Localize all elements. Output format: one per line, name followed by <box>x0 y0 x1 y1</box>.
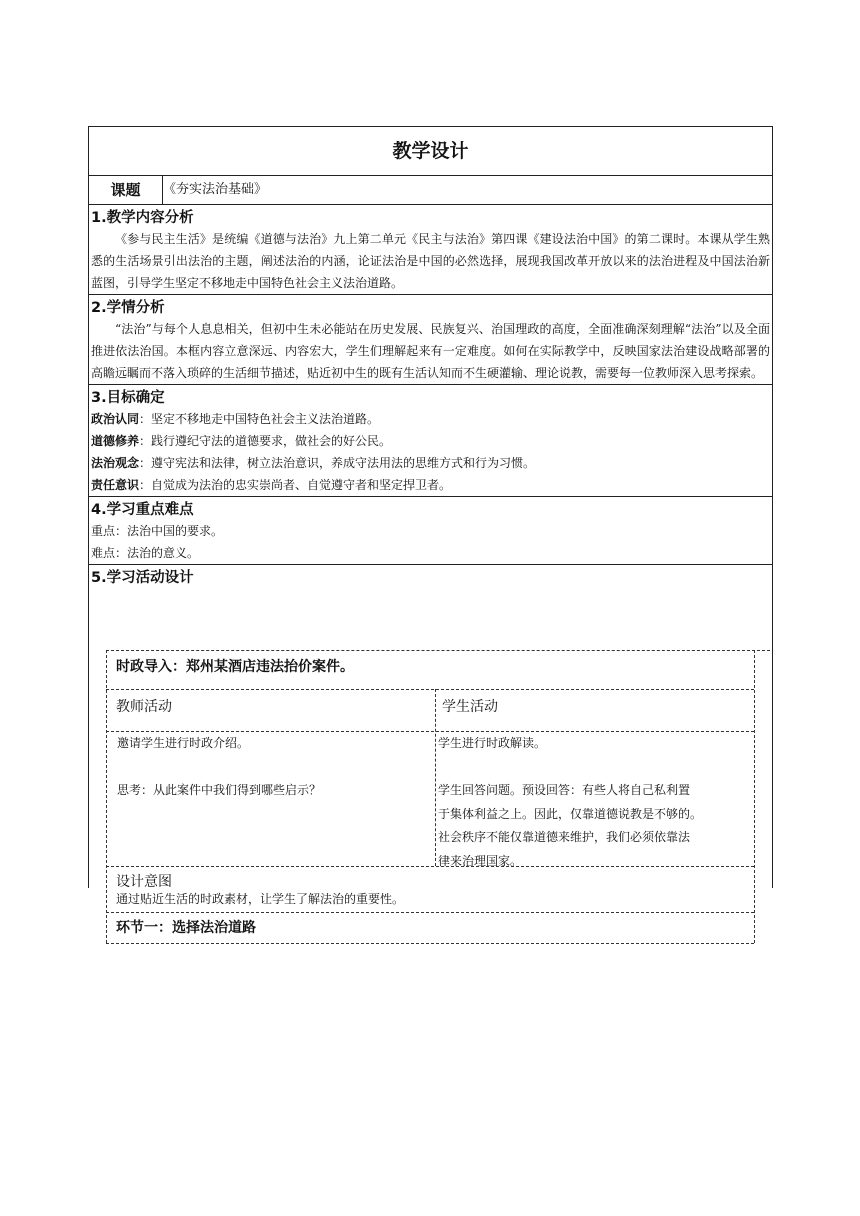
section-heading: 5.学习活动设计 <box>91 570 194 586</box>
goal-text: ：自觉成为法治的忠实崇尚者、自觉遵守者和坚定捍卫者。 <box>139 478 452 492</box>
content-analysis-section <box>89 205 773 295</box>
goals-section <box>89 385 773 497</box>
topic-label: 课题 <box>89 176 163 205</box>
goal-label: 责任意识 <box>91 478 140 492</box>
section-one-title: 环节一：选择法治道路 <box>116 920 256 936</box>
goal-item <box>89 452 772 474</box>
section-heading: 1.教学内容分析 <box>91 210 194 226</box>
section-heading: 2.学情分析 <box>91 300 165 316</box>
goal-label: 法治观念 <box>91 456 140 470</box>
goal-item <box>89 474 772 496</box>
student-line: 学生进行时政解读。 <box>438 736 547 750</box>
design-intent-label: 设计意图 <box>116 874 172 890</box>
student-activity-cell <box>438 732 758 873</box>
student-line: 于集体利益之上。因此，仅靠道德说教是不够的。 <box>438 806 703 821</box>
difficulty-point: 难点：法治的意义。 <box>91 546 200 560</box>
teacher-activity-cell <box>117 732 427 803</box>
learner-analysis-section <box>89 295 773 385</box>
student-line <box>438 756 758 780</box>
section-text: “法治”与每个人息息相关，但初中生未必能站在历史发展、民族复兴、治国理政的高度，全面准确深刻理解“法治”以及全面推进依法治国。本框内容立意深远、内容宏大，学生们理解起来有一定难度。如何在实际教学中，反映国家法治建设战略部署的高瞻远瞩而不落入琐碎的生活细节描述，贴近初中生的既有生活认知而不生硬灌输、理论说教，需要每一位教师深入思考探索。 <box>91 322 771 380</box>
topic-value: 《夯实法治基础》 <box>163 176 773 205</box>
goal-text: ：坚定不移地走中国特色社会主义法治道路。 <box>139 412 380 426</box>
student-activity-header: 学生活动 <box>442 699 498 715</box>
design-intent-text: 通过贴近生活的时政素材，让学生了解法治的重要性。 <box>116 892 405 906</box>
teacher-line: 思考：从此案件中我们得到哪些启示？ <box>117 783 322 797</box>
goal-label: 道德修养 <box>91 434 140 448</box>
teacher-line <box>117 756 427 780</box>
student-line: 律来治理国家。 <box>438 853 523 868</box>
key-points-section <box>89 497 773 565</box>
goal-text: ：践行遵纪守法的道德要求，做社会的好公民。 <box>139 434 392 448</box>
student-line: 学生回答问题。预设回答：有些人将自己私利置 <box>438 783 691 797</box>
teacher-activity-header: 教师活动 <box>116 699 172 715</box>
document-title: 教学设计 <box>89 127 773 176</box>
student-line: 社会秩序不能仅靠道德来维护，我们必须依靠法 <box>438 830 691 844</box>
teacher-line: 邀请学生进行时政介绍。 <box>117 736 250 750</box>
goal-label: 政治认同 <box>91 412 140 426</box>
goal-text: ：遵守宪法和法律，树立法治意识，养成守法用法的思维方式和行为习惯。 <box>139 456 536 470</box>
section-heading: 3.目标确定 <box>91 390 165 406</box>
section-text: 《参与民主生活》是统编《道德与法治》九上第二单元《民主与法治》第四课《建设法治中国》的第二课时。本课从学生熟悉的生活场景引出法治的主题，阐述法治的内涵，论证法治是中国的必然选择，展现我国改革开放以来的法治进程及中国法治新蓝图，引导学生坚定不移地走中国特色社会主义法治道路。 <box>91 232 771 290</box>
goal-item <box>89 430 772 452</box>
goal-item <box>89 408 772 430</box>
key-point: 重点：法治中国的要求。 <box>91 524 224 538</box>
intro-title: 时政导入：郑州某酒店违法抬价案件。 <box>116 659 354 675</box>
section-heading: 4.学习重点难点 <box>91 502 194 518</box>
